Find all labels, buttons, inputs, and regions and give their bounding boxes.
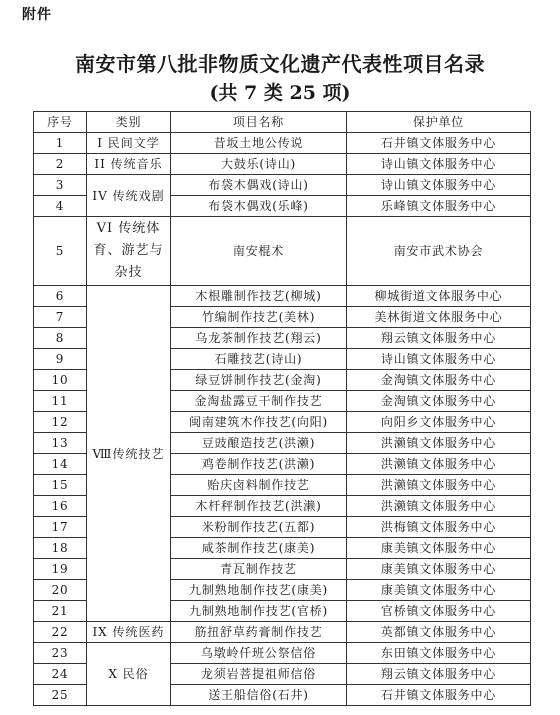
row-protection-unit: 诗山镇文体服务中心 (347, 349, 531, 370)
category-cell: VI 传统体育、游艺与杂技 (87, 217, 171, 286)
table-row (34, 286, 531, 307)
row-project-name: 木杆秤制作技艺(洪濑) (171, 496, 347, 517)
table-header-row (34, 112, 531, 133)
row-protection-unit: 金淘镇文体服务中心 (347, 391, 531, 412)
table-row (34, 133, 531, 154)
row-no: 4 (34, 196, 87, 217)
row-no: 20 (34, 580, 87, 601)
category-cell: X 民俗 (87, 643, 171, 706)
row-project-name: 筋扭舒草药膏制作技艺 (171, 622, 347, 643)
header-category: 类别 (87, 112, 171, 133)
table-row (34, 217, 531, 286)
row-no: 24 (34, 664, 87, 685)
row-project-name: 米粉制作技艺(五都) (171, 517, 347, 538)
row-no: 2 (34, 154, 87, 175)
header-project: 项目名称 (171, 112, 347, 133)
row-no: 22 (34, 622, 87, 643)
row-no: 11 (34, 391, 87, 412)
table-row (34, 154, 531, 175)
row-protection-unit: 康美镇文体服务中心 (347, 559, 531, 580)
row-protection-unit: 英都镇文体服务中心 (347, 622, 531, 643)
category-cell: I 民间文学 (87, 133, 171, 154)
row-no: 19 (34, 559, 87, 580)
row-protection-unit: 康美镇文体服务中心 (347, 538, 531, 559)
page-subtitle: (共 7 类 25 项) (209, 82, 351, 104)
row-no: 23 (34, 643, 87, 664)
row-project-name: 青瓦制作技艺 (171, 559, 347, 580)
row-project-name: 豆豉酿造技艺(洪濑) (171, 433, 347, 454)
row-no: 15 (34, 475, 87, 496)
row-protection-unit: 翔云镇文体服务中心 (347, 664, 531, 685)
table-row (34, 175, 531, 196)
row-project-name: 竹编制作技艺(美林) (171, 307, 347, 328)
row-protection-unit: 石井镇文体服务中心 (347, 685, 531, 706)
page-title: 南安市第八批非物质文化遗产代表性项目名录 (75, 52, 485, 76)
row-project-name: 绿豆饼制作技艺(金淘) (171, 370, 347, 391)
row-no: 9 (34, 349, 87, 370)
category-cell: IX 传统医药 (87, 622, 171, 643)
row-protection-unit: 乐峰镇文体服务中心 (347, 196, 531, 217)
header-unit: 保护单位 (347, 112, 531, 133)
row-project-name: 木根雕制作技艺(柳城) (171, 286, 347, 307)
row-no: 14 (34, 454, 87, 475)
row-project-name: 九制熟地制作技艺(官桥) (171, 601, 347, 622)
row-protection-unit: 洪濑镇文体服务中心 (347, 454, 531, 475)
row-protection-unit: 官桥镇文体服务中心 (347, 601, 531, 622)
header-no: 序号 (34, 112, 87, 133)
row-protection-unit: 诗山镇文体服务中心 (347, 154, 531, 175)
row-no: 12 (34, 412, 87, 433)
row-no: 7 (34, 307, 87, 328)
row-project-name: 送王船信俗(石井) (171, 685, 347, 706)
row-protection-unit: 翔云镇文体服务中心 (347, 328, 531, 349)
row-project-name: 昔坂土地公传说 (171, 133, 347, 154)
category-cell: II 传统音乐 (87, 154, 171, 175)
table-row (34, 643, 531, 664)
row-protection-unit: 石井镇文体服务中心 (347, 133, 531, 154)
row-protection-unit: 洪梅镇文体服务中心 (347, 517, 531, 538)
row-no: 16 (34, 496, 87, 517)
row-protection-unit: 康美镇文体服务中心 (347, 580, 531, 601)
row-no: 1 (34, 133, 87, 154)
row-no: 18 (34, 538, 87, 559)
row-protection-unit: 东田镇文体服务中心 (347, 643, 531, 664)
attachment-label: 附件 (22, 7, 52, 23)
row-no: 8 (34, 328, 87, 349)
row-project-name: 九制熟地制作技艺(康美) (171, 580, 347, 601)
row-project-name: 闽南建筑木作技艺(向阳) (171, 412, 347, 433)
row-project-name: 贻庆卤料制作技艺 (171, 475, 347, 496)
row-no: 21 (34, 601, 87, 622)
row-protection-unit: 洪濑镇文体服务中心 (347, 496, 531, 517)
row-project-name: 鸡卷制作技艺(洪濑) (171, 454, 347, 475)
row-protection-unit: 美林街道文体服务中心 (347, 307, 531, 328)
row-no: 10 (34, 370, 87, 391)
category-cell: IV 传统戏剧 (87, 175, 171, 217)
row-project-name: 乌龙茶制作技艺(翔云) (171, 328, 347, 349)
row-project-name: 布袋木偶戏(乐峰) (171, 196, 347, 217)
row-protection-unit: 向阳乡文体服务中心 (347, 412, 531, 433)
row-no: 5 (34, 217, 87, 286)
row-protection-unit: 洪濑镇文体服务中心 (347, 433, 531, 454)
row-no: 13 (34, 433, 87, 454)
row-no: 3 (34, 175, 87, 196)
row-protection-unit: 柳城街道文体服务中心 (347, 286, 531, 307)
row-no: 6 (34, 286, 87, 307)
category-cell: Ⅷ传统技艺 (87, 286, 171, 622)
row-protection-unit: 诗山镇文体服务中心 (347, 175, 531, 196)
row-no: 25 (34, 685, 87, 706)
row-protection-unit: 洪濑镇文体服务中心 (347, 475, 531, 496)
row-project-name: 咸茶制作技艺(康美) (171, 538, 347, 559)
row-project-name: 石雕技艺(诗山) (171, 349, 347, 370)
row-project-name: 南安棍术 (171, 217, 347, 286)
row-protection-unit: 金淘镇文体服务中心 (347, 370, 531, 391)
row-protection-unit: 南安市武术协会 (347, 217, 531, 286)
row-no: 17 (34, 517, 87, 538)
row-project-name: 布袋木偶戏(诗山) (171, 175, 347, 196)
table-row (34, 622, 531, 643)
row-project-name: 金淘盐露豆干制作技艺 (171, 391, 347, 412)
row-project-name: 乌墩岭仟班公祭信俗 (171, 643, 347, 664)
row-project-name: 龙须岩菩提祖师信俗 (171, 664, 347, 685)
row-project-name: 大鼓乐(诗山) (171, 154, 347, 175)
heritage-list-table (33, 111, 531, 706)
